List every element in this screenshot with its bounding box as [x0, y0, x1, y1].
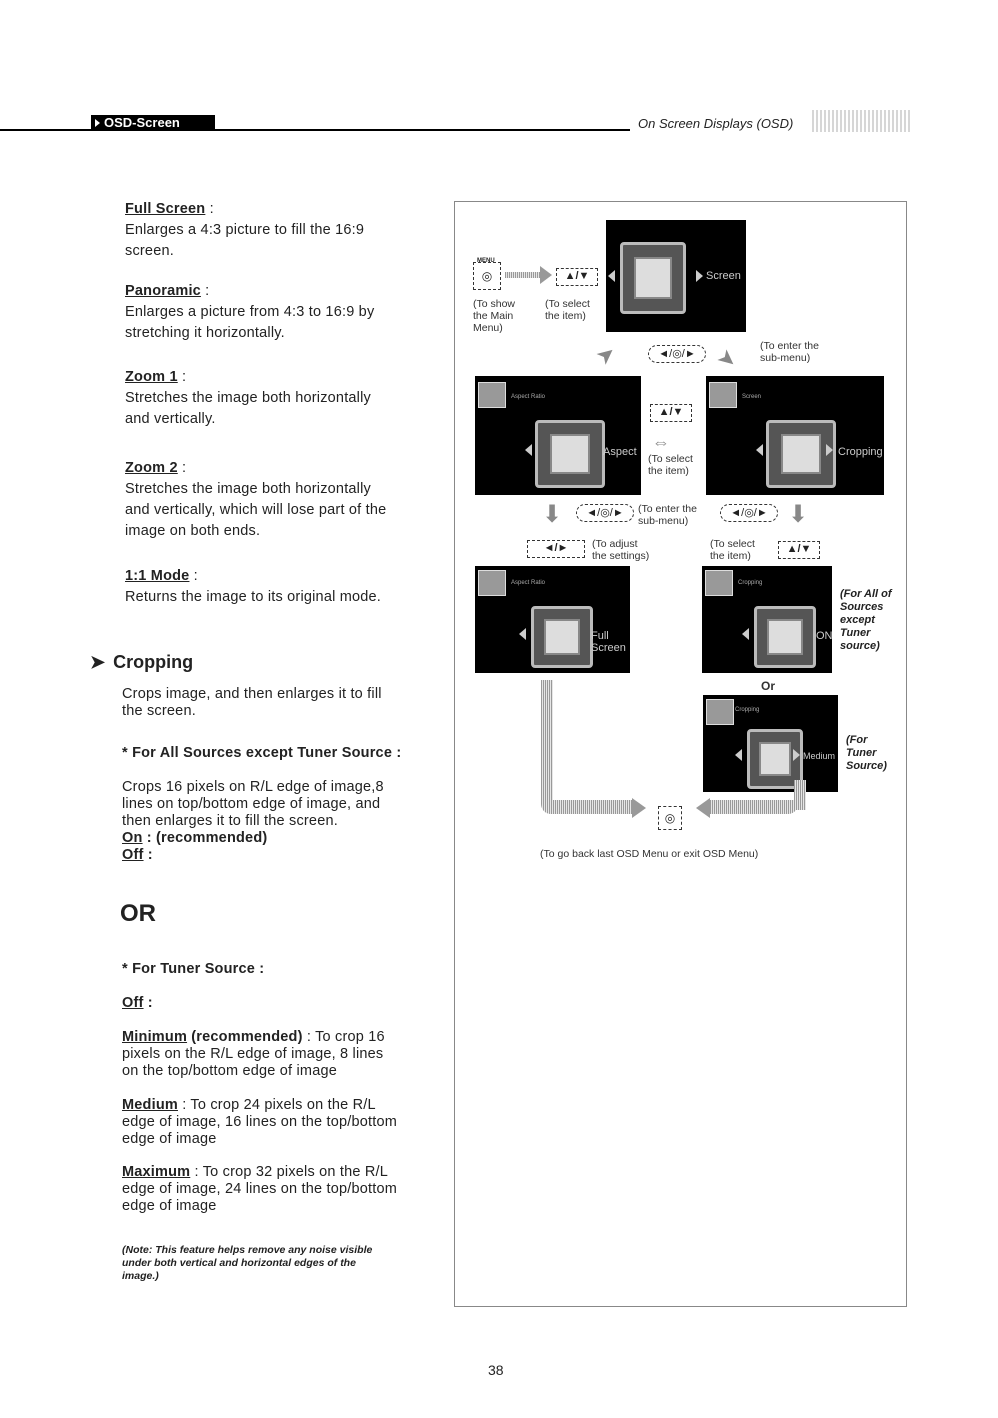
mode11-block: 1:1 Mode : Returns the image to its original mode.	[125, 568, 445, 606]
cube-thumb-icon	[478, 570, 506, 596]
right-arrow-icon	[826, 444, 833, 456]
off-option: Off	[122, 847, 144, 863]
panoramic-desc-2: stretching it horizontally.	[125, 325, 285, 341]
on-option: On	[122, 830, 143, 846]
note: (Note: This feature helps remove any noise visible under both vertical and horizontal edges of the image.)	[122, 1244, 373, 1282]
return-arrow-left-icon	[541, 800, 633, 814]
note-tuner-source: (For Tuner Source)	[846, 734, 887, 772]
double-arrow-icon: ⇔	[652, 432, 670, 452]
menu-button-icon-2: ◎	[658, 806, 682, 830]
left-arrow-icon	[735, 749, 742, 761]
cube-icon	[531, 606, 593, 668]
cropping-desc: Crops image, and then enlarges it to fill the screen.	[122, 686, 382, 719]
osd-aspect-label: Aspect	[603, 446, 637, 458]
osd-screen-title: Screen	[742, 394, 762, 400]
zoom1-desc-1: Stretches the image both horizontally	[125, 390, 371, 406]
tuner-off-option: Off :	[122, 995, 153, 1011]
osd-aspect-title-2: Aspect Ratio	[511, 580, 546, 586]
mode11-title: 1:1 Mode	[125, 568, 190, 584]
osd-diagram-panel	[454, 201, 907, 1307]
all-sources-heading: * For All Sources except Tuner Source :	[122, 745, 402, 761]
diagonal-arrow-right-icon: ➤	[712, 343, 743, 375]
maximum-label: Maximum	[122, 1164, 191, 1180]
enter-key-3: ◄/◎/►	[720, 504, 778, 522]
osd-cropping-medium	[703, 695, 838, 792]
left-arrow-icon	[742, 628, 749, 640]
tab-arrow-icon	[95, 119, 100, 127]
to-enter-caption-2: (To enter the sub-menu)	[638, 503, 697, 527]
all-sources-desc: Crops 16 pixels on R/L edge of image,8 lines on top/bottom edge of image, and then enlarges it to fill the screen. On : (recommended) Off :	[122, 779, 384, 863]
cropping-heading: ➤ Cropping	[90, 652, 194, 672]
panoramic-desc-1: Enlarges a picture from 4:3 to 16:9 by	[125, 304, 375, 320]
osd-fullscreen-label: Full Screen	[591, 630, 626, 654]
back-caption: (To go back last OSD Menu or exit OSD Menu)	[540, 848, 759, 860]
full-screen-desc-1: Enlarges a 4:3 picture to fill the 16:9	[125, 222, 365, 238]
osd-screen-label: Screen	[706, 270, 741, 282]
page-number: 38	[488, 1362, 504, 1378]
panoramic-title: Panoramic	[125, 283, 201, 299]
full-screen-block: Full Screen : Enlarges a 4:3 picture to fill the 16:9 screen.	[125, 201, 445, 260]
tuner-minimum-block: Minimum (recommended) : To crop 16 pixels on the R/L edge of image, 8 lines on the top/bottom edge of image	[122, 1029, 385, 1079]
up-down-key: ▲/▼	[556, 268, 598, 286]
up-down-key-3: ▲/▼	[778, 541, 820, 559]
left-arrow-icon	[608, 270, 615, 282]
osd-full-screen	[475, 566, 630, 673]
zoom2-desc-3: image on both ends.	[125, 523, 261, 539]
section-arrow-icon: ➤	[90, 652, 106, 672]
full-screen-desc-2: screen.	[125, 243, 174, 259]
cube-thumb-icon	[705, 570, 733, 596]
osd-cropping-title-2: Cropping	[735, 707, 760, 713]
cube-thumb-icon	[478, 382, 506, 408]
arrowhead-left-icon	[696, 798, 710, 818]
cube-thumb-icon	[709, 382, 737, 408]
chapter-title: On Screen Displays (OSD)	[638, 116, 794, 131]
return-line-left	[541, 680, 553, 800]
zoom1-block: Zoom 1 : Stretches the image both horizontally and vertically.	[125, 369, 445, 428]
zoom2-title: Zoom 2	[125, 460, 178, 476]
to-select-caption-3: (To select the item)	[710, 538, 755, 562]
tuner-maximum-block: Maximum : To crop 32 pixels on the R/L edge of image, 24 lines on the top/bottom edge of image	[122, 1164, 398, 1214]
zoom1-desc-2: and vertically.	[125, 411, 216, 427]
cube-thumb-icon	[706, 699, 734, 725]
down-arrow-right-icon: ⬇	[788, 501, 809, 528]
tuner-heading: * For Tuner Source :	[122, 961, 265, 977]
zoom2-desc-1: Stretches the image both horizontally	[125, 481, 371, 497]
right-arrow-icon	[793, 749, 800, 761]
osd-cropping-on	[702, 566, 832, 673]
osd-main-screen	[606, 220, 746, 332]
right-arrow-icon	[696, 270, 703, 282]
up-down-key-2: ▲/▼	[650, 404, 692, 422]
minimum-label: Minimum	[122, 1029, 188, 1045]
osd-screen-menu	[706, 376, 884, 495]
or-separator: OR	[120, 900, 156, 927]
mode11-desc: Returns the image to its original mode.	[125, 589, 382, 605]
arrowhead-right-icon-2	[632, 798, 646, 818]
menu-key-label: MENU	[477, 258, 495, 264]
full-screen-title: Full Screen	[125, 201, 206, 217]
down-arrow-left-icon: ⬇	[542, 501, 563, 528]
left-arrow-icon	[525, 444, 532, 456]
cube-icon	[620, 242, 686, 314]
osd-medium-label: Medium	[803, 751, 836, 761]
arrowhead-right-icon	[540, 266, 552, 284]
to-select-caption: (To select the item)	[545, 298, 590, 322]
diagonal-arrow-left-icon: ➤	[590, 339, 621, 371]
note-all-sources: (For All of Sources except Tuner source)	[840, 588, 892, 652]
cube-icon	[754, 606, 816, 668]
enter-key: ◄/◎/►	[648, 345, 706, 363]
or-small: Or	[761, 679, 776, 693]
section-tab: OSD-Screen	[91, 115, 215, 131]
cube-icon	[535, 420, 605, 488]
to-enter-caption: (To enter the sub-menu)	[760, 340, 819, 364]
to-show-caption: (To show the Main Menu)	[473, 298, 516, 334]
arrow-right-icon	[505, 272, 541, 278]
header-decoration	[812, 110, 910, 132]
left-right-key: ◄/►	[527, 540, 585, 558]
osd-aspect-title: Aspect Ratio	[511, 394, 546, 400]
tuner-medium-block: Medium : To crop 24 pixels on the R/L edge of image, 16 lines on the top/bottom edge of image	[122, 1097, 398, 1147]
return-arrow-right-icon	[710, 800, 798, 814]
zoom2-block: Zoom 2 : Stretches the image both horizontally and vertically, which will lose part of the image on both ends.	[125, 460, 445, 540]
osd-aspect-ratio	[475, 376, 641, 495]
menu-button-icon: ◎	[473, 262, 501, 290]
osd-on-label: ON	[816, 630, 832, 642]
enter-key-2: ◄/◎/►	[576, 504, 634, 522]
medium-label: Medium	[122, 1097, 178, 1113]
zoom1-title: Zoom 1	[125, 369, 178, 385]
panoramic-block: Panoramic : Enlarges a picture from 4:3 to 16:9 by stretching it horizontally.	[125, 283, 445, 342]
osd-cropping-label: Cropping	[838, 446, 883, 458]
left-arrow-icon	[519, 628, 526, 640]
to-select-caption-2: (To select the item)	[648, 453, 693, 477]
osd-cropping-title: Cropping	[738, 580, 763, 586]
left-arrow-icon	[756, 444, 763, 456]
zoom2-desc-2: and vertically, which will lose part of the	[125, 502, 387, 518]
return-line-right	[794, 780, 806, 810]
to-adjust-caption: (To adjust the settings)	[592, 538, 650, 562]
